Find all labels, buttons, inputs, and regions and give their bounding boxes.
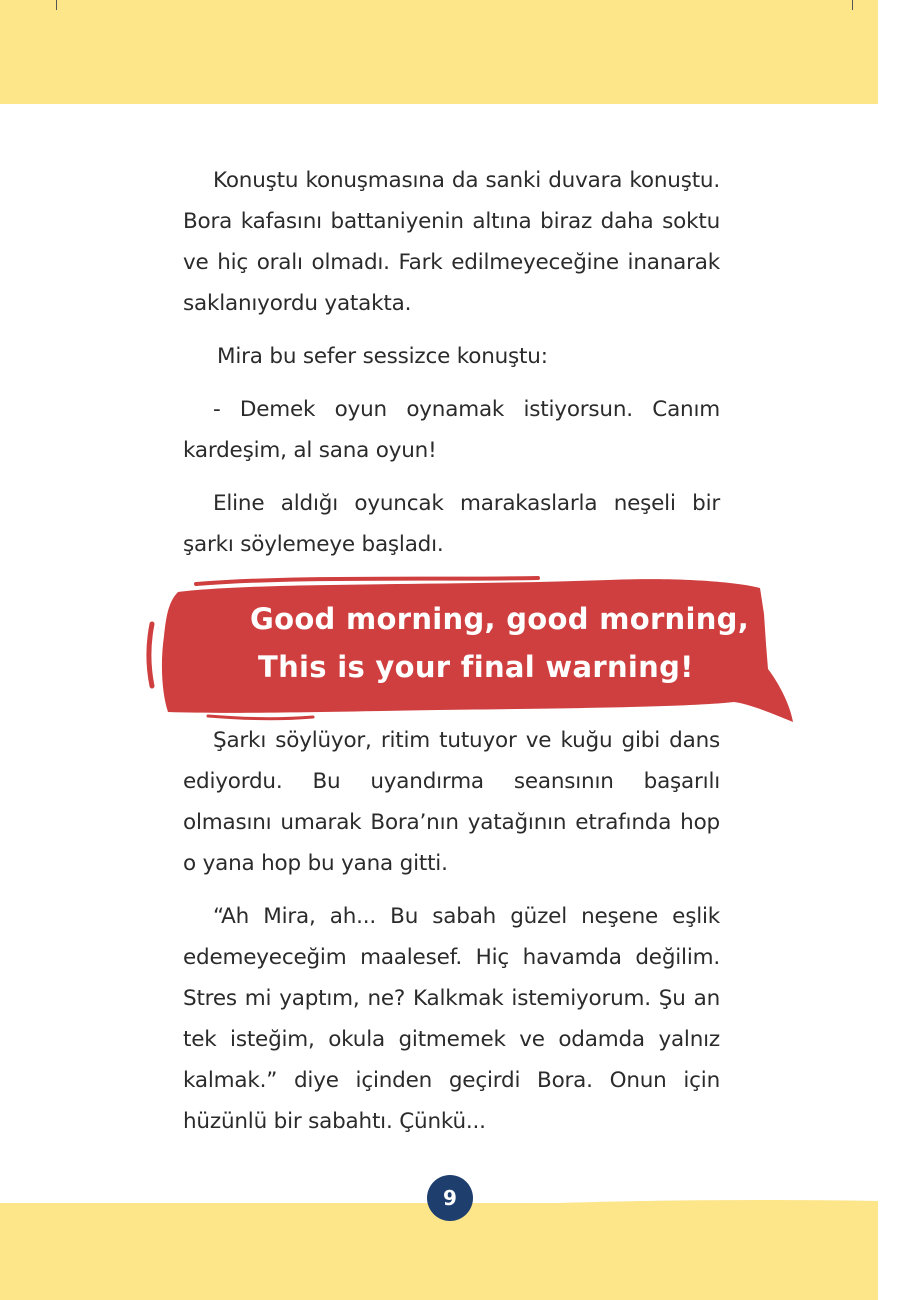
paragraph: Eline aldığı oyuncak marakaslarla neşeli bir şarkı söylemeye başladı. xyxy=(183,491,720,557)
page-number: 9 xyxy=(443,1186,457,1210)
song-banner xyxy=(138,574,798,724)
crop-mark xyxy=(56,0,57,10)
text-block-bottom xyxy=(183,720,720,1142)
paragraph: Mira bu sefer sessizce konuştu: xyxy=(217,344,548,369)
brush-stroke-shape xyxy=(138,574,798,724)
paragraph: Konuştu konuşmasına da sanki duvara konuştu. Bora kafasını battaniyenin altına biraz daha soktu ve hiç oralı olmadı. Fark edilmeyeceğine inanarak saklanıyordu yatakta. xyxy=(183,168,720,316)
paragraph: “Ah Mira, ah... Bu sabah güzel neşene eşlik edemeyeceğim maalesef. Hiç havamda değilim. Stres mi yaptım, ne? Kalkmak istemiyorum. Şu an tek isteğim, okula gitmemek ve odamda yalnız kalmak.” diye içinden geçirdi Bora. Onun için hüzünlü bir sabahtı. Çünkü... xyxy=(183,904,720,1134)
top-decorative-band xyxy=(0,0,878,104)
paragraph: Şarkı söylüyor, ritim tutuyor ve kuğu gibi dans ediyordu. Bu uyandırma seansının başarılı olmasını umarak Bora’nın yatağının etrafında hop o yana hop bu yana gitti. xyxy=(183,728,720,876)
paragraph: - Demek oyun oynamak istiyorsun. Canım kardeşim, al sana oyun! xyxy=(183,397,720,463)
text-block-top xyxy=(183,160,720,565)
page-number-badge xyxy=(427,1175,473,1221)
crop-mark xyxy=(852,0,853,10)
song-line-2: This is your final warning! xyxy=(258,650,694,684)
song-line-1: Good morning, good morning, xyxy=(250,602,750,636)
